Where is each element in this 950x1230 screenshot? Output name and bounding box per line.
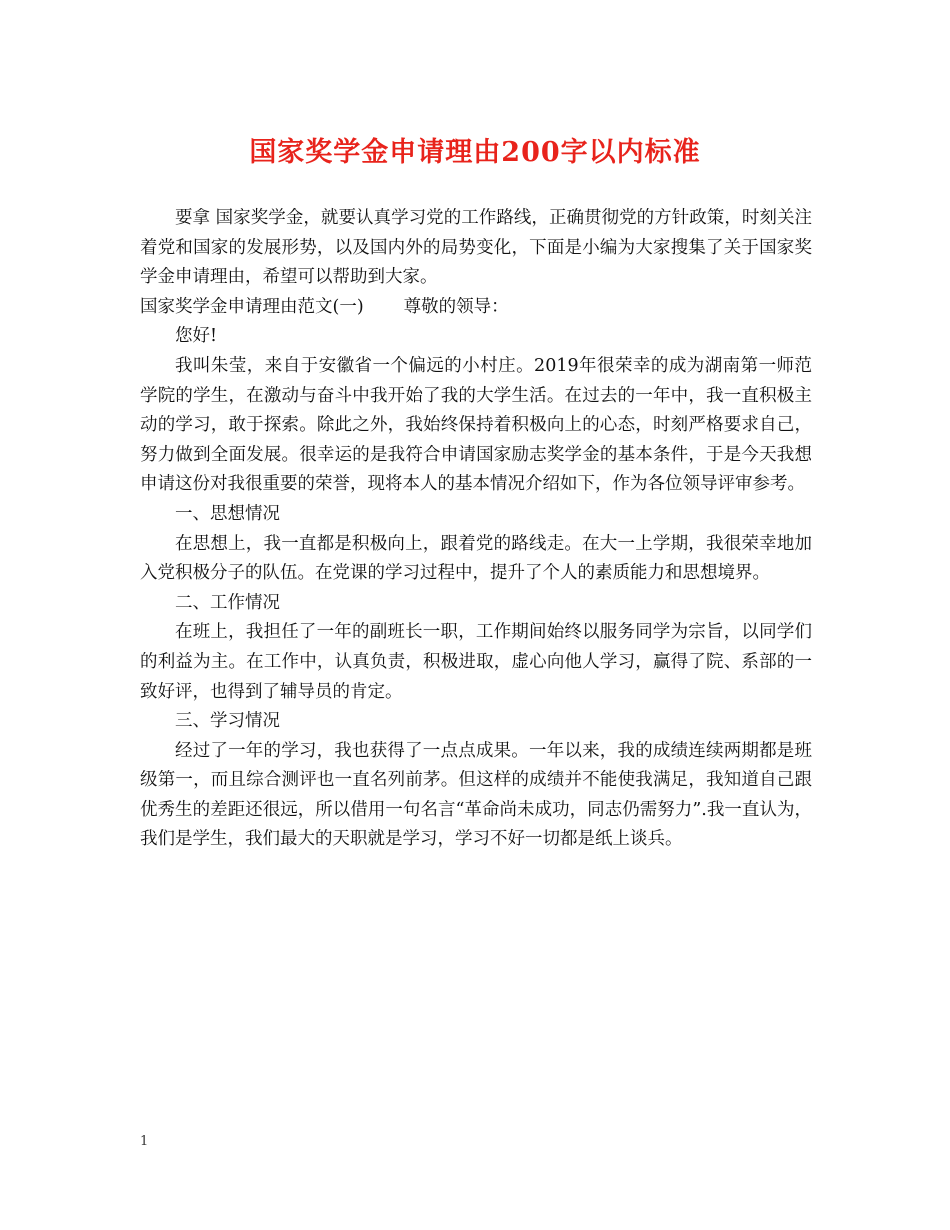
- sample-heading: 国家奖学金申请理由范文(一): [140, 296, 364, 317]
- intro-paragraph: 要拿 国家奖学金，就要认真学习党的工作路线，正确贯彻党的方针政策，时刻关注着党和国家的发展形势，以及国内外的局势变化，下面是小编为大家搜集了关于国家奖学金申请理由，希望可以帮助到大家。: [140, 208, 812, 288]
- page-title: 国家奖学金申请理由200字以内标准: [249, 137, 701, 168]
- greeting: 您好!: [175, 326, 218, 347]
- salutation: 尊敬的领导：: [403, 296, 509, 317]
- section-text-work: 在班上，我担任了一年的副班长一职，工作期间始终以服务同学为宗旨，以同学们的利益为主。在工作中，认真负责，积极进取，虚心向他人学习，赢得了院、系部的一致好评，也得到了辅导员的肯定。: [140, 622, 812, 702]
- section-heading-study: 三、学习情况: [175, 711, 280, 732]
- self-introduction-paragraph: 我叫朱莹，来自于安徽省一个偏远的小村庄。2019年很荣幸的成为湖南第一师范学院的学生，在激动与奋斗中我开始了我的大学生活。在过去的一年中，我一直积极主动的学习，敢于探索。除此之外，我始终保持着积极向上的心态，时刻严格要求自己，努力做到全面发展。很幸运的是我符合申请国家励志奖学金的基本条件，于是今天我想申请这份对我很重要的荣誉，现将本人的基本情况介绍如下，作为各位领导评审参考。: [140, 355, 812, 495]
- section-heading-work: 二、工作情况: [175, 592, 280, 613]
- document-body: [140, 204, 812, 855]
- section-text-study: 经过了一年的学习，我也获得了一点点成果。一年以来，我的成绩连续两期都是班级第一，而且综合测评也一直名列前茅。但这样的成绩并不能使我满足，我知道自己跟优秀生的差距还很远，所以借用一句名言“革命尚未成功，同志仍需努力”.我一直认为，我们是学生，我们最大的天职就是学习，学习不好一切都是纸上谈兵。: [140, 740, 812, 850]
- section-heading-thought: 一、思想情况: [175, 503, 280, 524]
- page-number: 1: [140, 1134, 149, 1149]
- sample-heading-line: [140, 293, 812, 323]
- section-text-thought: 在思想上，我一直都是积极向上，跟着党的路线走。在大一上学期，我很荣幸地加入党积极分子的队伍。在党课的学习过程中，提升了个人的素质能力和思想境界。: [140, 533, 812, 584]
